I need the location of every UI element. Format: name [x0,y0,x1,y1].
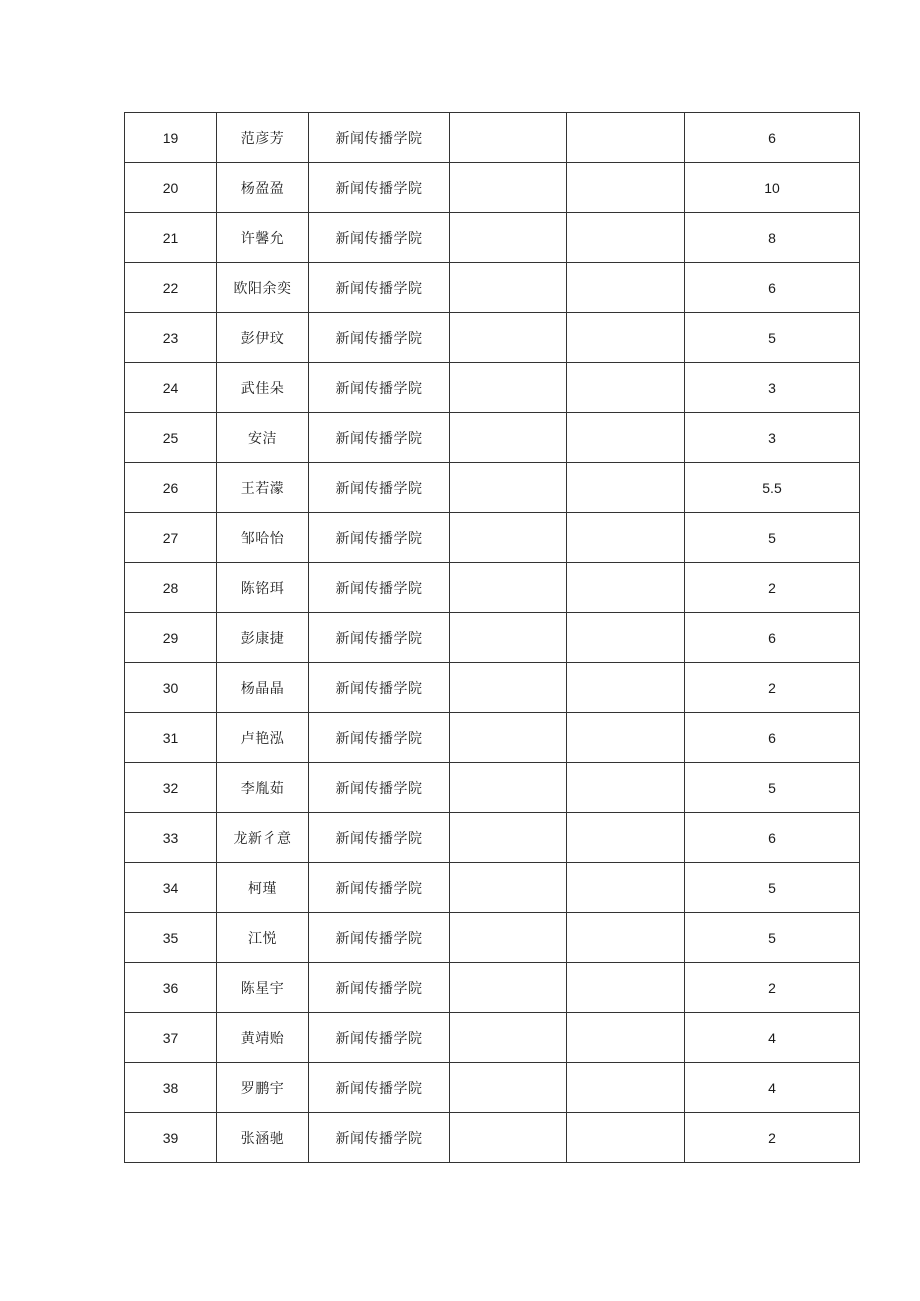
score-cell: 8 [685,213,860,263]
table-row [125,763,860,813]
empty-cell [567,363,685,413]
empty-cell [567,313,685,363]
empty-cell [450,363,567,413]
score-cell: 4 [685,1013,860,1063]
table-row [125,713,860,763]
empty-cell [450,113,567,163]
empty-cell [567,513,685,563]
row-number-cell: 38 [125,1063,217,1113]
student-name-cell: 许馨允 [217,213,309,263]
empty-cell [450,563,567,613]
score-cell: 10 [685,163,860,213]
empty-cell [450,313,567,363]
empty-cell [450,1013,567,1063]
college-cell: 新闻传播学院 [309,513,450,563]
table-row [125,513,860,563]
table-row [125,263,860,313]
empty-cell [450,463,567,513]
table-row [125,1013,860,1063]
table-row [125,413,860,463]
college-cell: 新闻传播学院 [309,1063,450,1113]
score-cell: 4 [685,1063,860,1113]
table-row [125,663,860,713]
empty-cell [567,413,685,463]
roster-table [124,112,860,1163]
student-name-cell: 彭康捷 [217,613,309,663]
row-number-cell: 26 [125,463,217,513]
empty-cell [450,413,567,463]
score-cell: 5 [685,763,860,813]
row-number-cell: 19 [125,113,217,163]
empty-cell [450,813,567,863]
student-name-cell: 卢艳泓 [217,713,309,763]
row-number-cell: 39 [125,1113,217,1163]
table-row [125,163,860,213]
college-cell: 新闻传播学院 [309,463,450,513]
row-number-cell: 29 [125,613,217,663]
empty-cell [450,263,567,313]
score-cell: 6 [685,263,860,313]
row-number-cell: 24 [125,363,217,413]
college-cell: 新闻传播学院 [309,613,450,663]
student-name-cell: 黄靖贻 [217,1013,309,1063]
score-cell: 2 [685,963,860,1013]
empty-cell [567,763,685,813]
table-row [125,913,860,963]
score-cell: 5 [685,863,860,913]
college-cell: 新闻传播学院 [309,763,450,813]
student-name-cell: 杨晶晶 [217,663,309,713]
student-name-cell: 杨盈盈 [217,163,309,213]
student-name-cell: 龙新彳意 [217,813,309,863]
table-row [125,613,860,663]
college-cell: 新闻传播学院 [309,113,450,163]
empty-cell [450,963,567,1013]
empty-cell [450,1113,567,1163]
student-name-cell: 王若濛 [217,463,309,513]
empty-cell [567,713,685,763]
student-name-cell: 彭伊玟 [217,313,309,363]
empty-cell [450,213,567,263]
score-cell: 5 [685,913,860,963]
student-name-cell: 范彦芳 [217,113,309,163]
row-number-cell: 33 [125,813,217,863]
empty-cell [450,513,567,563]
student-name-cell: 安洁 [217,413,309,463]
row-number-cell: 27 [125,513,217,563]
row-number-cell: 34 [125,863,217,913]
score-cell: 6 [685,613,860,663]
row-number-cell: 37 [125,1013,217,1063]
score-cell: 3 [685,413,860,463]
empty-cell [567,963,685,1013]
row-number-cell: 23 [125,313,217,363]
row-number-cell: 35 [125,913,217,963]
score-cell: 6 [685,113,860,163]
score-cell: 5 [685,313,860,363]
table-row [125,1113,860,1163]
student-name-cell: 陈铭珥 [217,563,309,613]
score-cell: 5.5 [685,463,860,513]
empty-cell [450,163,567,213]
empty-cell [450,713,567,763]
score-cell: 5 [685,513,860,563]
row-number-cell: 21 [125,213,217,263]
student-name-cell: 柯瑾 [217,863,309,913]
row-number-cell: 28 [125,563,217,613]
table-row [125,213,860,263]
empty-cell [450,763,567,813]
empty-cell [567,663,685,713]
score-cell: 2 [685,1113,860,1163]
table-row [125,563,860,613]
empty-cell [450,863,567,913]
table-row [125,113,860,163]
empty-cell [567,1113,685,1163]
college-cell: 新闻传播学院 [309,1113,450,1163]
college-cell: 新闻传播学院 [309,363,450,413]
empty-cell [567,563,685,613]
college-cell: 新闻传播学院 [309,713,450,763]
table-row [125,813,860,863]
college-cell: 新闻传播学院 [309,163,450,213]
empty-cell [567,613,685,663]
college-cell: 新闻传播学院 [309,563,450,613]
college-cell: 新闻传播学院 [309,913,450,963]
college-cell: 新闻传播学院 [309,1013,450,1063]
empty-cell [567,913,685,963]
roster-table-body [125,113,860,1163]
row-number-cell: 20 [125,163,217,213]
student-name-cell: 欧阳余奕 [217,263,309,313]
college-cell: 新闻传播学院 [309,863,450,913]
student-name-cell: 罗鹏宇 [217,1063,309,1113]
empty-cell [567,1063,685,1113]
empty-cell [567,463,685,513]
row-number-cell: 36 [125,963,217,1013]
empty-cell [450,913,567,963]
empty-cell [567,113,685,163]
college-cell: 新闻传播学院 [309,213,450,263]
empty-cell [450,1063,567,1113]
table-row [125,1063,860,1113]
table-row [125,463,860,513]
table-row [125,313,860,363]
row-number-cell: 30 [125,663,217,713]
college-cell: 新闻传播学院 [309,263,450,313]
student-name-cell: 武佳朵 [217,363,309,413]
college-cell: 新闻传播学院 [309,663,450,713]
row-number-cell: 31 [125,713,217,763]
row-number-cell: 25 [125,413,217,463]
empty-cell [450,613,567,663]
score-cell: 3 [685,363,860,413]
college-cell: 新闻传播学院 [309,413,450,463]
row-number-cell: 22 [125,263,217,313]
row-number-cell: 32 [125,763,217,813]
student-name-cell: 邹哈怡 [217,513,309,563]
empty-cell [567,813,685,863]
score-cell: 2 [685,563,860,613]
score-cell: 2 [685,663,860,713]
college-cell: 新闻传播学院 [309,963,450,1013]
score-cell: 6 [685,813,860,863]
table-row [125,363,860,413]
empty-cell [567,1013,685,1063]
empty-cell [450,663,567,713]
student-name-cell: 江悦 [217,913,309,963]
college-cell: 新闻传播学院 [309,813,450,863]
table-row [125,863,860,913]
score-cell: 6 [685,713,860,763]
empty-cell [567,163,685,213]
empty-cell [567,863,685,913]
student-name-cell: 张涵驰 [217,1113,309,1163]
college-cell: 新闻传播学院 [309,313,450,363]
empty-cell [567,213,685,263]
table-row [125,963,860,1013]
student-name-cell: 陈星宇 [217,963,309,1013]
empty-cell [567,263,685,313]
student-name-cell: 李胤茹 [217,763,309,813]
